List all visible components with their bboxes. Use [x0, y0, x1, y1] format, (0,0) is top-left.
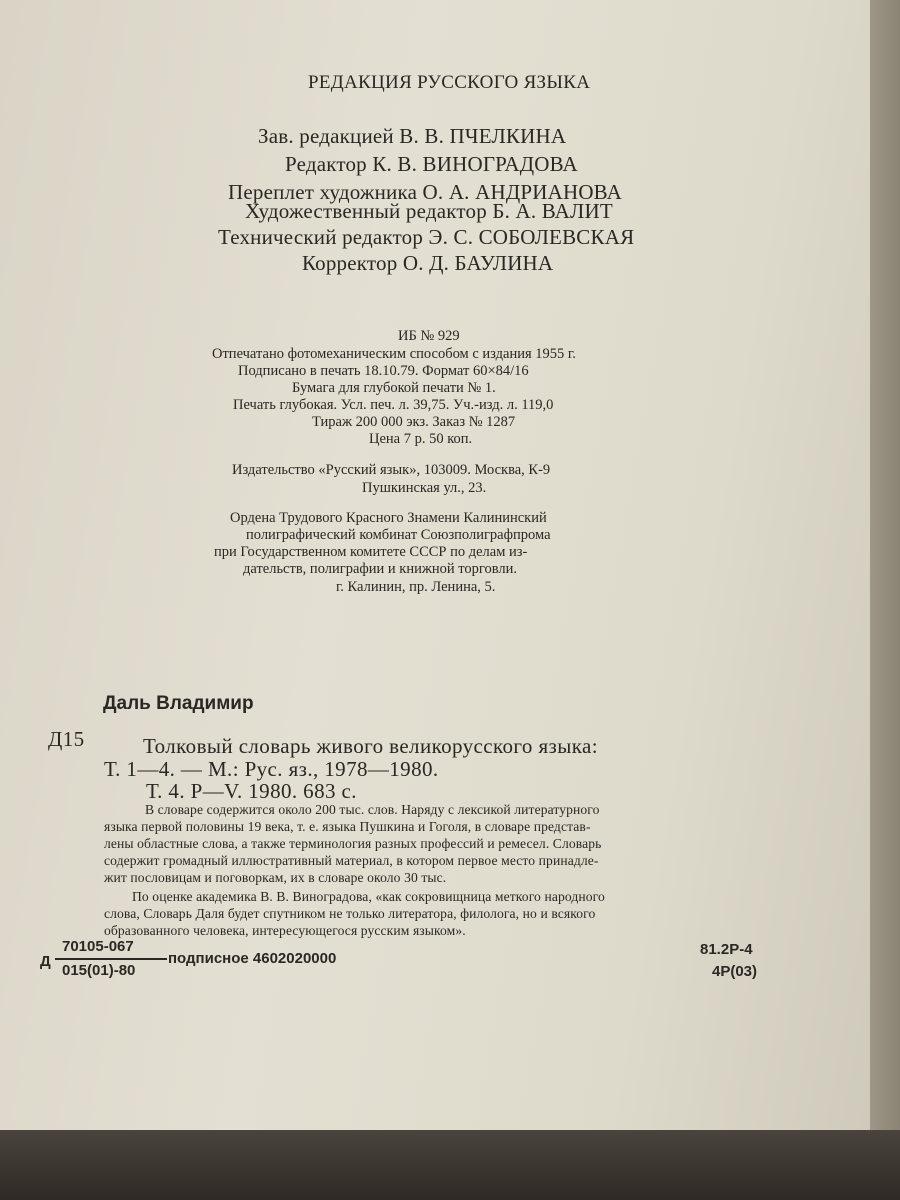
- editorial-office: РЕДАКЦИЯ РУССКОГО ЯЗЫКА: [308, 72, 591, 93]
- catalog-index: Д15: [48, 727, 85, 751]
- printer-line: полиграфический комбинат Союзполиграфпрома: [246, 527, 551, 543]
- imprint-line: Тираж 200 000 экз. Заказ № 1287: [312, 414, 516, 430]
- printer-line: при Государственном комитете СССР по делам из-: [214, 544, 528, 560]
- printer-line: Ордена Трудового Красного Знамени Калининский: [230, 510, 547, 526]
- annotation-line: В словаре содержится около 200 тыс. слов. Наряду с лексикой литературного: [145, 802, 600, 817]
- annotation-line: языка первой половины 19 века, т. е. языка Пушкина и Гоголя, в словаре представ-: [104, 819, 591, 834]
- publisher-line: Пушкинская ул., 23.: [362, 480, 487, 496]
- ib-number: ИБ № 929: [398, 328, 460, 344]
- subscription-index: подписное 4602020000: [168, 950, 337, 967]
- catalog-title-line: Толковый словарь живого великорусского языка:: [143, 734, 598, 758]
- imprint-line: Подписано в печать 18.10.79. Формат 60×84/16: [238, 363, 529, 379]
- staff-line: Технический редактор Э. С. СОБОЛЕВСКАЯ: [218, 225, 635, 249]
- annotation-line: жит пословицам и поговоркам, их в словаре около 30 тыс.: [104, 870, 447, 885]
- bbk-code-secondary: 4Р(03): [712, 963, 758, 980]
- staff-line: Художественный редактор Б. А. ВАЛИТ: [245, 199, 613, 223]
- imprint-line: Отпечатано фотомеханическим способом с издания 1955 г.: [212, 346, 576, 362]
- imprint-line: Цена 7 р. 50 коп.: [369, 431, 473, 447]
- catalog-title-line: Т. 1—4. — М.: Рус. яз., 1978—1980.: [104, 757, 439, 781]
- annotation-line: слова, Словарь Даля будет спутником не только литератора, филолога, но и всякого: [104, 906, 596, 921]
- code-numerator: 70105-067: [62, 938, 134, 955]
- publisher-line: Издательство «Русский язык», 103009. Москва, К-9: [232, 462, 551, 478]
- imprint-line: Печать глубокая. Усл. печ. л. 39,75. Уч.-изд. л. 119,0: [233, 397, 554, 413]
- imprint-line: Бумага для глубокой печати № 1.: [292, 380, 496, 396]
- annotation-line: По оценке академика В. В. Виноградова, «как сокровищница меткого народного: [132, 889, 605, 904]
- book-bottom-edge: [0, 1130, 900, 1200]
- staff-line: Переплет художника О. А. АНДРИАНОВА: [228, 180, 622, 204]
- printer-line: дательств, полиграфии и книжной торговли.: [243, 561, 518, 577]
- fraction-bar: [55, 958, 167, 960]
- annotation-line: лены областные слова, а также терминология разных профессий и ремесел. Словарь: [104, 836, 602, 851]
- catalog-title-line: Т. 4. Р—V. 1980. 683 с.: [146, 779, 357, 803]
- code-denominator: 015(01)-80: [62, 962, 136, 979]
- annotation-line: образованного человека, интересующегося русским языком».: [104, 923, 466, 938]
- bbk-code: 81.2Р-4: [700, 941, 753, 958]
- staff-line: Редактор К. В. ВИНОГРАДОВА: [285, 152, 578, 176]
- printer-line: г. Калинин, пр. Ленина, 5.: [336, 579, 496, 595]
- catalog-author: Даль Владимир: [103, 693, 254, 714]
- staff-line: Зав. редакцией В. В. ПЧЕЛКИНА: [258, 124, 567, 148]
- annotation-line: содержит громадный иллюстративный материал, в котором первое место принадле-: [104, 853, 599, 868]
- staff-line: Корректор О. Д. БАУЛИНА: [302, 251, 554, 275]
- code-prefix: Д: [40, 953, 51, 970]
